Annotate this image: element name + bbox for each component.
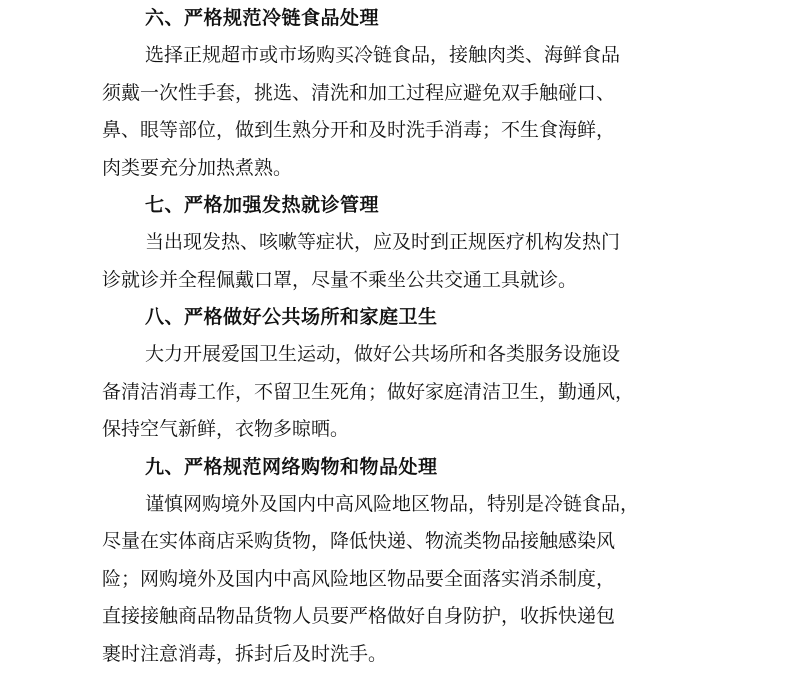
paragraph-line: 保持空气新鲜，衣物多晾晒。 [102, 418, 350, 440]
paragraph-line: 诊就诊并全程佩戴口罩，尽量不乘坐公共交通工具就诊。 [102, 268, 578, 291]
paragraph-line: 直接接触商品物品货物人员要严格做好自身防护，收拆快递包 [102, 605, 616, 627]
section-paragraph [102, 224, 694, 299]
paragraph-line: 裹时注意消毒，拆封后及时洗手。 [102, 642, 388, 665]
paragraph-line: 备清洁消毒工作，不留卫生死角；做好家庭清洁卫生，勤通风， [102, 380, 635, 403]
section-paragraph [102, 336, 694, 449]
section-7 [102, 187, 694, 299]
paragraph-line: 当出现发热、咳嗽等症状，应及时到正规医疗机构发热门 [145, 231, 621, 253]
paragraph-line: 尽量在实体商店采购货物，降低快递、物流类物品接触感染风 [102, 530, 616, 552]
section-8 [102, 299, 694, 449]
section-9 [102, 449, 694, 674]
paragraph-line: 险；网购境外及国内中高风险地区物品要全面落实消杀制度， [102, 567, 616, 590]
paragraph-line: 选择正规超市或市场购买冷链食品，接触肉类、海鲜食品 [145, 44, 621, 66]
section-heading: 七、严格加强发热就诊管理 [145, 194, 380, 216]
section-6 [102, 0, 694, 187]
paragraph-line: 须戴一次性手套，挑选、清洗和加工过程应避免双手触碰口、 [102, 81, 616, 104]
section-heading: 六、严格规范冷链食品处理 [145, 7, 380, 29]
paragraph-line: 大力开展爱国卫生运动，做好公共场所和各类服务设施设 [145, 343, 621, 365]
section-paragraph [102, 486, 694, 674]
section-heading: 八、严格做好公共场所和家庭卫生 [145, 306, 438, 328]
document-page [102, 0, 694, 673]
paragraph-line: 肉类要充分加热煮熟。 [102, 156, 293, 179]
paragraph-line: 谨慎网购境外及国内中高风险地区物品，特别是冷链食品， [145, 492, 640, 515]
section-heading: 九、严格规范网络购物和物品处理 [145, 455, 438, 478]
paragraph-line: 鼻、眼等部位，做到生熟分开和及时洗手消毒；不生食海鲜， [102, 119, 616, 141]
section-paragraph [102, 37, 694, 187]
